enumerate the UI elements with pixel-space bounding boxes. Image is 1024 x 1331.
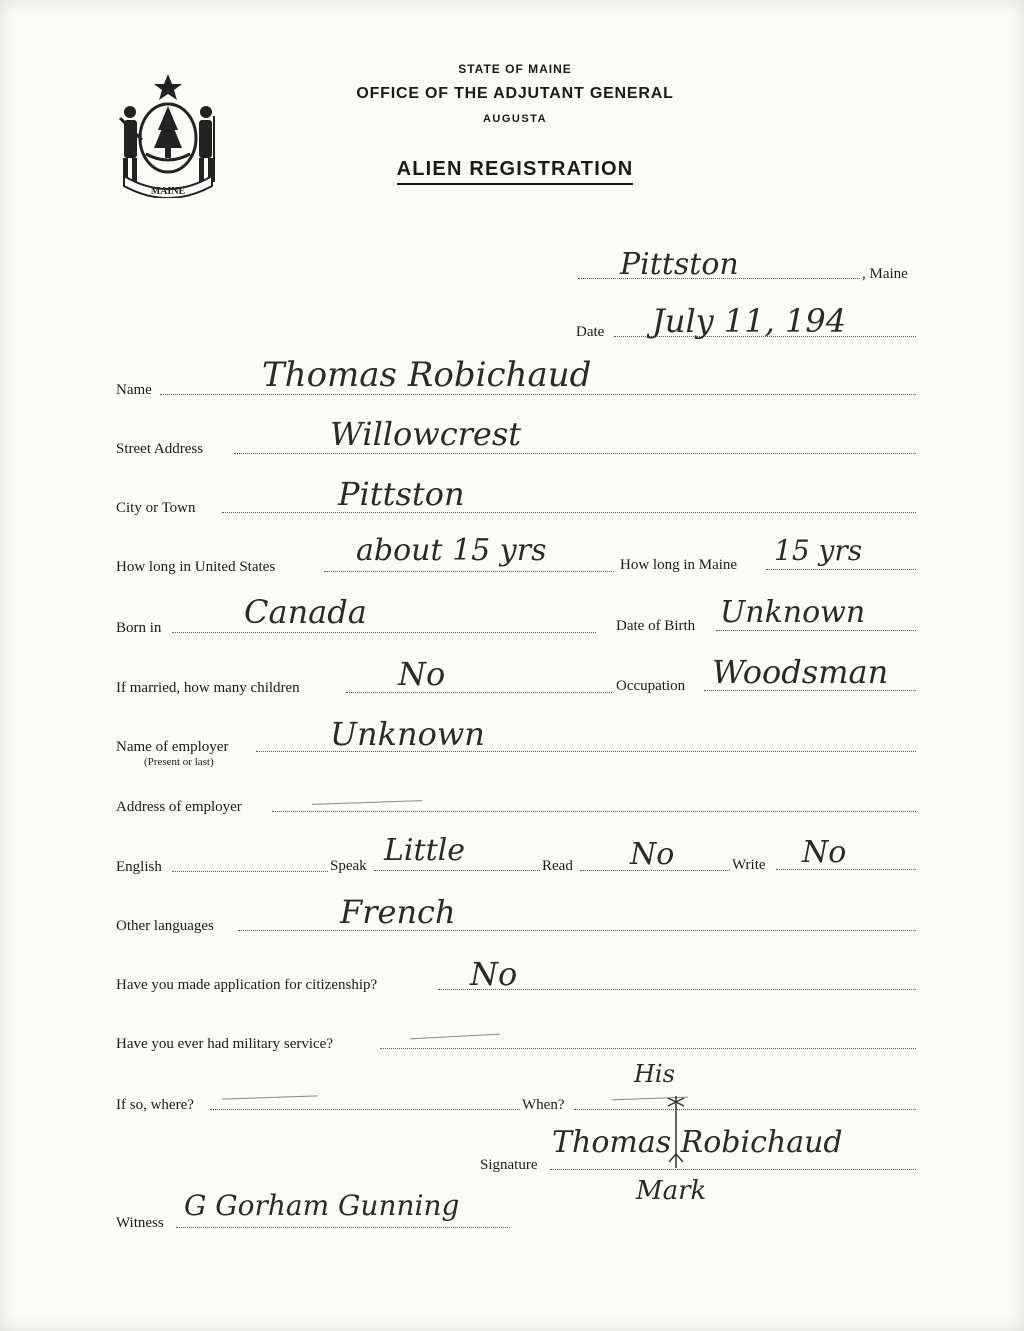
me-duration-line: [766, 569, 916, 570]
me-duration-value[interactable]: 15 yrs: [774, 534, 863, 567]
born-line: [172, 632, 596, 633]
born-value[interactable]: Canada: [244, 593, 367, 631]
military-label: Have you ever had military service?: [116, 1036, 333, 1052]
speak-value[interactable]: Little: [384, 833, 465, 868]
street-value[interactable]: Willowcrest: [330, 415, 522, 453]
form-title-text: ALIEN REGISTRATION: [397, 158, 634, 185]
english-label: English: [116, 859, 162, 875]
us-duration-line: [324, 571, 614, 572]
dob-line: [716, 630, 916, 631]
employer-value[interactable]: Unknown: [330, 715, 485, 753]
military-dash: [410, 1034, 500, 1040]
where-line: [210, 1109, 520, 1110]
header-state: STATE OF MAINE: [458, 62, 572, 76]
us-duration-label: How long in United States: [116, 559, 276, 575]
witness-line: [176, 1227, 510, 1228]
military-line: [380, 1048, 916, 1049]
citizenship-label: Have you made application for citizenship?: [116, 977, 378, 993]
me-duration-label: How long in Maine: [620, 557, 738, 573]
occupation-label: Occupation: [616, 678, 686, 694]
occupation-value[interactable]: Woodsman: [712, 653, 889, 691]
town-value[interactable]: Pittston: [620, 247, 739, 282]
signature-label: Signature: [480, 1157, 538, 1173]
name-value[interactable]: Thomas Robichaud: [262, 355, 592, 395]
maine-state-seal: [112, 70, 224, 198]
write-line: [776, 869, 916, 870]
name-label: Name: [116, 382, 152, 398]
seal-banner-text: MAINE: [150, 186, 186, 197]
read-label: Read: [542, 858, 573, 874]
when-line: [574, 1109, 916, 1110]
dob-label: Date of Birth: [616, 618, 696, 634]
city-line: [222, 512, 916, 513]
children-label: If married, how many children: [116, 680, 300, 696]
signature-mark: Mark: [636, 1176, 707, 1206]
children-line: [346, 692, 612, 693]
born-label: Born in: [116, 620, 162, 636]
signature-his: His: [634, 1060, 675, 1088]
seal-star: [154, 74, 182, 100]
us-duration-value[interactable]: about 15 yrs: [356, 533, 547, 568]
where-dash: [222, 1095, 318, 1099]
date-label: Date: [576, 324, 605, 340]
where-label: If so, where?: [116, 1097, 194, 1113]
witness-value[interactable]: G Gorham Gunning: [184, 1189, 460, 1222]
employer-address-dash: [312, 800, 422, 805]
employer-sublabel: (Present or last): [144, 756, 214, 768]
witness-label: Witness: [116, 1215, 164, 1231]
town-suffix: , Maine: [862, 266, 908, 282]
header-office: OFFICE OF THE ADJUTANT GENERAL: [356, 85, 674, 102]
speak-label: Speak: [330, 858, 367, 874]
city-value[interactable]: Pittston: [338, 475, 465, 513]
children-value[interactable]: No: [398, 655, 446, 693]
write-label: Write: [732, 857, 766, 873]
dob-value[interactable]: Unknown: [720, 595, 866, 630]
employer-address-label: Address of employer: [116, 799, 242, 815]
when-label: When?: [522, 1097, 565, 1113]
street-line: [234, 453, 916, 454]
languages-label: Other languages: [116, 918, 214, 934]
signature-line: [550, 1169, 916, 1170]
date-value[interactable]: July 11, 194: [652, 302, 847, 340]
employer-label: Name of employer: [116, 739, 229, 755]
street-label: Street Address: [116, 441, 204, 457]
seal-figure-left: [120, 106, 142, 182]
write-value[interactable]: No: [802, 835, 847, 870]
header-city: AUGUSTA: [482, 113, 548, 125]
speak-line: [374, 870, 540, 871]
signature-value[interactable]: Thomas Robichaud: [552, 1125, 843, 1160]
form-title: [300, 158, 730, 181]
seal-figure-right: [199, 106, 214, 182]
languages-value[interactable]: French: [340, 893, 456, 931]
read-value[interactable]: No: [630, 837, 675, 872]
citizenship-value[interactable]: No: [470, 955, 518, 993]
employer-address-line: [272, 811, 916, 812]
english-line: [172, 871, 328, 872]
city-label: City or Town: [116, 500, 196, 516]
